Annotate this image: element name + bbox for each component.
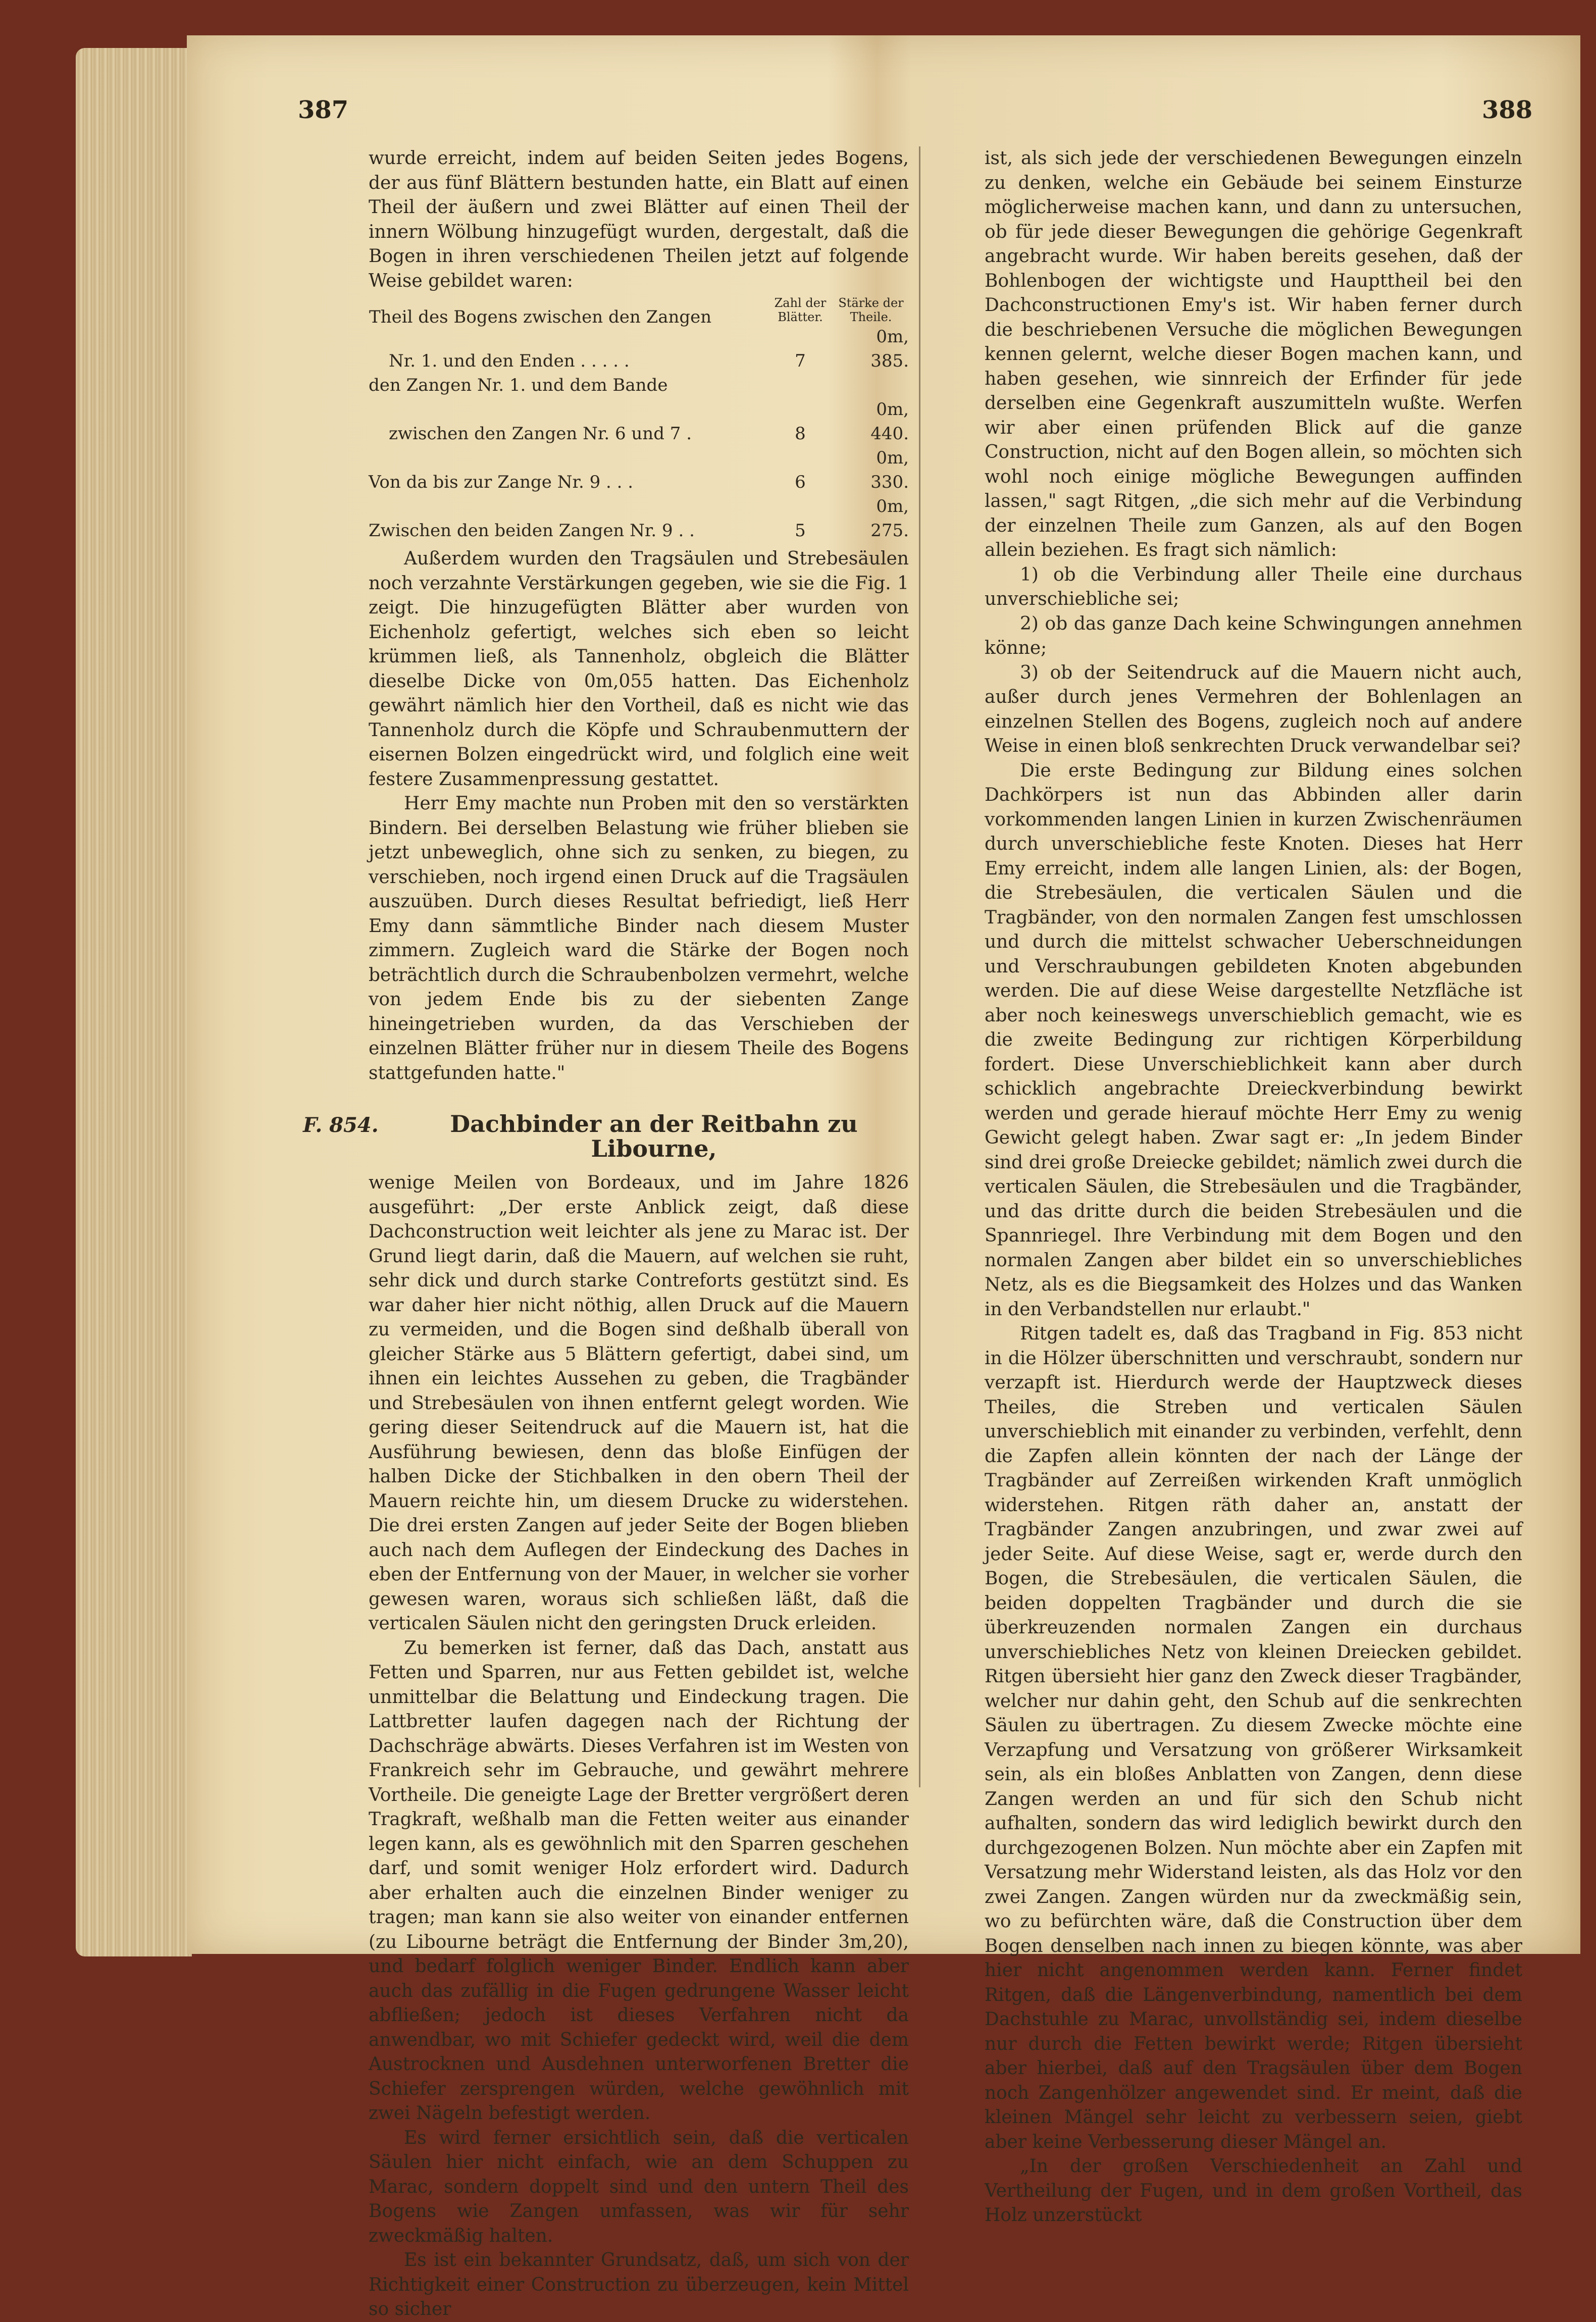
section-title: Dachbinder an der Reitbahn zu Libourne, — [450, 1110, 858, 1162]
list-item: 2) ob das ganze Dach keine Schwingungen annehmen könne; — [985, 613, 1522, 658]
book-page-edges — [76, 48, 192, 1956]
paragraph: Herr Emy machte nun Proben mit den so verstärkten Bindern. Bei derselben Belastung wie früher blieben sie jetzt unbeweglich, ohne sich zu senken, zu biegen, zu verschieben, noch irgend einen Druck auf die Tragsäulen auszuüben. Durch dieses Resultat befriedigt, ließ Herr Emy dann sämmtliche Binder nach diesem Muster zimmern. Zugleich ward die Stärke der Bogen noch beträchtlich durch die Schraubenbolzen vermehrt, welche von jedem Ende bis zu der siebenten Zange hineingetrieben wurden, da das Verschieben der einzelnen Blätter früher nur in diesem Theile des Bogens stattgefunden hatte." — [369, 793, 909, 1083]
page-number-left: 387 — [298, 96, 349, 124]
table-cell: 0m, 330. — [870, 448, 909, 492]
paragraph: Es wird ferner ersichtlich sein, daß die verticalen Säulen hier nicht einfach, wie an dem Schuppen zu Marac, sondern doppelt sind und den untern Theil des Bogens wie Zangen umfassen, was wir für sehr zweckmäßig halten. — [369, 2127, 909, 2246]
paragraph: Zu bemerken ist ferner, daß das Dach, anstatt aus Fetten und Sparren, nur aus Fetten gebildet ist, welche unmittelbar die Belattung und Eindeckung tragen. Die Lattbretter laufen dagegen nach der Richtung der Dachschräge abwärts. Dieses Verfahren ist im Westen von Frankreich sehr im Gebrauche, und gewährt mehrere Vortheile. Die geneigte Lage der Bretter vergrößert deren Tragkraft, weßhalb man die Fetten weiter aus einander legen kann, als es gewöhnlich mit den Sparren geschehen darf, und somit weniger Holz erfordert wird. Dadurch aber erhalten auch die einzelnen Binder weniger zu tragen; man kann sie also weiter von einander entfernen (zu Libourne beträgt die Entfernung der Binder 3m,20), und bedarf folglich weniger Binder. Endlich kann aber auch das zufällig in die Fugen gedrungene Wasser leicht abfließen; jedoch ist dieses Verfahren nicht da anwendbar, wo mit Schiefer gedeckt wird, weil die dem Austrocknen und Ausdehnen unterworfenen Bretter die Schiefer zersprengen würden, welche gewöhnlich mit zwei Nägeln befestigt werden. — [369, 1637, 909, 2124]
table-cell — [767, 373, 833, 397]
paragraph: wenige Meilen von Bordeaux, und im Jahre 1826 ausgeführt: „Der erste Anblick zeigt, daß diese Dachconstruction weit leichter als jene zu Marac ist. Der Grund liegt darin, daß die Mauern, auf welchen sie ruht, sehr dick und durch starke Contreforts gestützt sind. Es war daher hier nicht nöthig, allen Druck auf die Mauern zu vermeiden, und die Bogen sind deßhalb überall von gleicher Stärke aus 5 Blättern gefertigt, dabei sind, um ihnen ein leichtes Aussehen zu geben, die Tragbänder und Strebesäulen von ihnen entfernt gelegt worden. Wie gering dieser Seitendruck auf die Mauern ist, hat die Ausführung bewiesen, denn das bloße Einfügen der halben Dicke der Stichbalken in den obern Theil der Mauern reichte hin, um diesem Drucke zu widerstehen. Die drei ersten Zangen auf jeder Seite der Bogen blieben auch nach dem Auflegen der Eindeckung des Daches in eben der Entfernung von der Mauer, in welcher sie vorher gewesen waren, woraus sich schließen läßt, daß die verticalen Säulen nicht den geringsten Druck erleiden. — [369, 1172, 909, 1634]
arch-parts-table — [369, 295, 909, 543]
right-column — [985, 146, 1522, 2228]
table-cell: den Zangen Nr. 1. und dem Bande — [369, 375, 668, 395]
section-heading — [303, 1110, 909, 1162]
paragraph: Ritgen tadelt es, daß das Tragband in Fig. 853 nicht in die Hölzer überschnitten und verschraubt, sondern nur verzapft ist. Hierdurch werde der Hauptzweck dieses Theiles, die Streben und verticalen Säulen unverschieblich mit einander zu verbinden, verfehlt, denn die Zapfen allein könnten der nach der Länge der Tragbänder auf Zerreißen wirkenden Kraft unmöglich widerstehen. Ritgen räth daher an, anstatt der Tragbänder Zangen anzubringen, und zwar zwei auf jeder Seite. Auf diese Weise, sagt er, werde durch den Bogen, die Strebesäulen, die verticalen Säulen, die beiden doppelten Tragbänder und durch die sie überkreuzenden normalen Zangen ein durchaus unverschiebliches Netz von kleinen Dreiecken gebildet. Ritgen übersieht hier ganz den Zweck dieser Tragbänder, welcher nur dahin geht, den Schub auf die senkrechten Säulen zu übertragen. Zu diesem Zwecke möchte eine Verzapfung und Versatzung von größerer Wirksamkeit sein, als ein bloßes Anblatten von Zangen, denn diese Zangen werden an und für sich den Schub nicht aufhalten, sondern das wird lediglich bewirkt durch den durchgezogenen Bolzen. Nun möchte aber ein Zapfen mit Versatzung mehr Widerstand leisten, als das Holz vor den zwei Zangen. Zangen würden nur da zweckmäßig sein, wo zu befürchten wäre, daß die Construction über dem Bogen denselben nach innen zu biegen könnte, was aber hier nicht angenommen werden kann. Ferner findet Ritgen, daß die Längenverbindung, namentlich bei dem Dachstuhle zu Marac, unvollständig sei, indem dieselbe nur durch die Fetten bewirkt werde; Ritgen übersieht aber hierbei, daß auf den Tragsäulen über dem Bogen noch Zangenhölzer angewendet sind. Er meint, daß die kleinen Mängel sehr leicht zu verbessern seien, giebt aber keine Verbesserung dieser Mängel an. — [985, 1323, 1522, 2152]
table-cell: 0m, 275. — [870, 496, 909, 541]
table-row — [369, 446, 909, 494]
table-cell: Nr. 1. und den Enden . . . . . — [389, 351, 630, 371]
table-row — [369, 494, 909, 543]
paragraph: Es ist ein bekannter Grundsatz, daß, um sich von der Richtigkeit einer Construction zu überzeugen, kein Mittel so sicher — [369, 2250, 909, 2319]
table-cell: zwischen den Zangen Nr. 6 und 7 . — [389, 424, 692, 444]
table-cell: Von da bis zur Zange Nr. 9 . . . — [369, 472, 634, 492]
table-header: Theil des Bogens zwischen den Zangen — [369, 307, 712, 327]
table-cell: 7 — [795, 351, 806, 371]
table-row — [369, 325, 909, 373]
table-header: Stärke der Theile. — [838, 296, 904, 324]
left-column — [303, 146, 909, 2322]
table-cell: Zwischen den beiden Zangen Nr. 9 . . — [369, 521, 695, 541]
table-cell — [833, 373, 909, 397]
list-item: 1) ob die Verbindung aller Theile eine durchaus unverschiebliche sei; — [985, 564, 1522, 609]
paragraph: Außerdem wurden den Tragsäulen und Strebesäulen noch verzahnte Verstärkungen gegeben, wie sie die Fig. 1 zeigt. Die hinzugefügten Blätter aber wurden von Eichenholz gefertigt, welches sich eben so leicht krümmen ließ, als Tannenholz, obgleich die Blätter dieselbe Dicke von 0m,055 hatten. Das Eichenholz gewährt nämlich hier den Vortheil, daß es nicht wie das Tannenholz durch die Köpfe und Schraubenmuttern der eisernen Bolzen eingedrückt wird, und folglich eine weit festere Zusammenpressung gestattet. — [369, 548, 909, 790]
paragraph: wurde erreicht, indem auf beiden Seiten jedes Bogens, der aus fünf Blättern bestunden hatte, ein Blatt auf einen Theil der äußern und zwei Blätter auf einen Theil der innern Wölbung hinzugefügt wurden, dergestalt, daß die Bogen in ihren verschiedenen Theilen jetzt auf folgende Weise gebildet waren: — [369, 148, 909, 291]
table-cell: 0m, 385. — [870, 327, 909, 371]
list-item: 3) ob der Seitendruck auf die Mauern nicht auch, außer durch jenes Vermehren der Bohlenlagen an einzelnen Stellen des Bogens, zugleich noch auf andere Weise in einen bloß senkrechten Druck verwandelbar sei? — [985, 662, 1522, 756]
figure-label: F. 854. — [303, 1113, 379, 1137]
table-cell: 8 — [795, 424, 806, 444]
table-cell: 6 — [795, 472, 806, 492]
table-row — [369, 397, 909, 446]
paragraph: ist, als sich jede der verschiedenen Bewegungen einzeln zu denken, welche ein Gebäude bei seinem Einsturze möglicherweise machen kann, und dann zu untersuchen, ob für jede dieser Bewegungen die gehörige Gegenkraft angebracht wurde. Wir haben bereits gesehen, daß der Bohlenbogen der wichtigste und Haupttheil bei den Dachconstructionen Emy's ist. Wir haben ferner durch die beschriebenen Versuche die möglichen Bewegungen kennen gelernt, welche dieser Bogen machen kann, und haben gesehen, wie sinnreich der Erfinder für jede derselben eine Gegenkraft auszumitteln wußte. Werfen wir aber einen prüfenden Blick auf die ganze Construction, nicht auf den Bogen allein, so möchten sich wohl noch einige mögliche Bewegungen auffinden lassen," sagt Ritgen, „die sich mehr auf die Verbindung der einzelnen Theile zum Ganzen, als auf den Bogen allein beziehen. Es fragt sich nämlich: — [985, 148, 1522, 560]
table-row — [369, 373, 909, 397]
table-header: Zahl der Blätter. — [774, 296, 827, 324]
table-cell: 5 — [795, 521, 806, 541]
paragraph: Die erste Bedingung zur Bildung eines solchen Dachkörpers ist nun das Abbinden aller darin vorkommenden langen Linien in kurzen Zwischenräumen durch unverschiebliche feste Knoten. Dieses hat Herr Emy erreicht, indem alle langen Linien, als: der Bogen, die Strebesäulen, die verticalen Säulen und die Tragbänder, von den normalen Zangen fest umschlossen und durch die mittelst schwacher Ueberschneidungen und Verschraubungen gebildeten Knoten abgebunden werden. Die auf diese Weise dargestellte Netzfläche ist aber noch keineswegs unverschieblich gemacht, wie es die zweite Bedingung zur richtigen Körperbildung fordert. Diese Unverschieblichkeit kann aber durch schicklich angebrachte Dreieckverbindung bewirkt werden und gerade hierauf möchte Herr Emy zu wenig Gewicht gelegt haben. Zwar sagt er: „In jedem Binder sind drei große Dreiecke gebildet; nämlich zwei durch die verticalen Säulen, die Strebesäulen und die Tragbänder, und das dritte durch die beiden Strebesäulen und die Spannriegel. Ihre Verbindung mit dem Bogen und den normalen Zangen aber bildet ein so unverschiebliches Netz, als es die Biegsamkeit des Holzes und das Wanken in den Verbandstellen nur erlaubt." — [985, 760, 1522, 1320]
paragraph: „In der großen Verschiedenheit an Zahl und Vertheilung der Fugen, und in dem großen Vortheil, das Holz unzerstückt — [985, 2156, 1522, 2226]
page-number-right: 388 — [1482, 96, 1533, 124]
column-rule — [919, 146, 920, 1787]
table-cell: 0m, 440. — [870, 399, 909, 444]
